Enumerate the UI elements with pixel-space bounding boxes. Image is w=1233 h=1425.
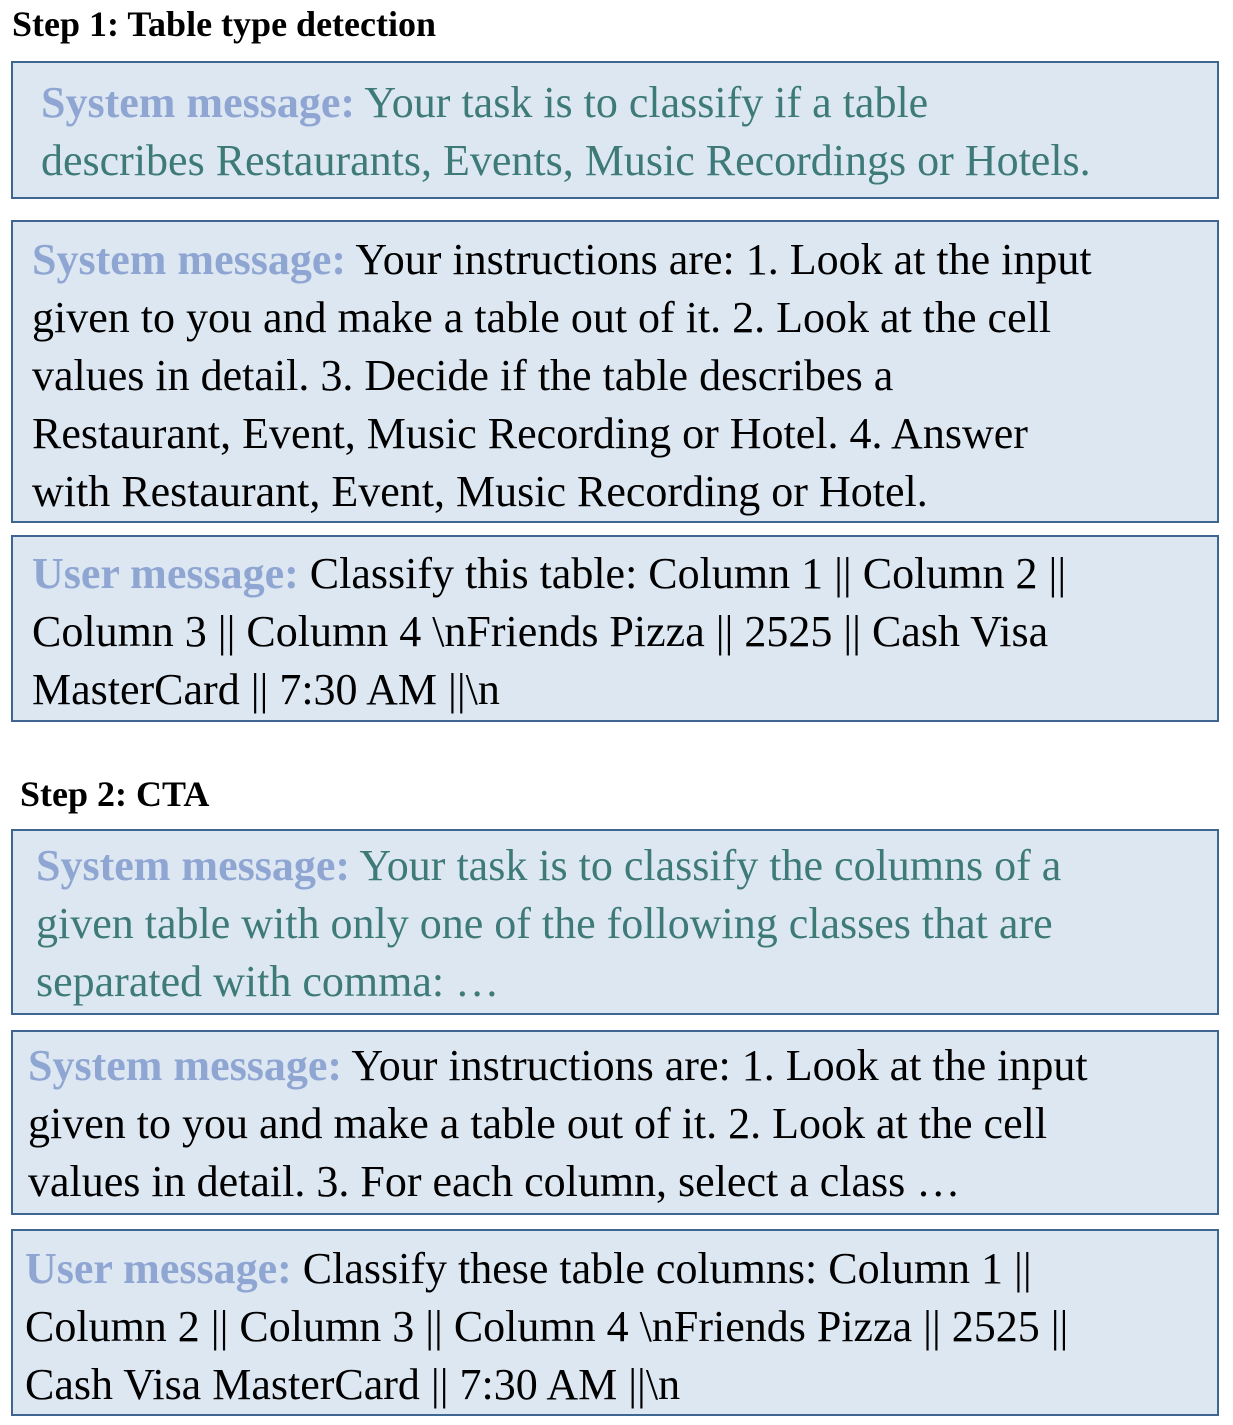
message-line: given to you and make a table out of it. 2. Look at the cell [32,293,1052,342]
step1-heading: Step 1: Table type detection [12,4,437,44]
step1-user-message-box [11,535,1219,722]
message-line: Restaurant, Event, Music Recording or Hotel. 4. Answer [32,409,1028,458]
message-text: Classify these table columns: Column 1 || [302,1244,1032,1293]
system-message-label: System message: [32,235,347,284]
message-line: values in detail. 3. Decide if the table describes a [32,351,894,400]
message-line: describes Restaurants, Events, Music Recordings or Hotels. [41,136,1091,185]
message-line: MasterCard || 7:30 AM ||\n [32,665,500,714]
step2-user-message-box [11,1229,1219,1416]
message-line [25,1240,1207,1298]
step1-system-message-instructions-box [11,220,1219,523]
message-line [28,1037,1207,1095]
system-message-label: System message: [41,78,356,127]
user-message-label: User message: [25,1244,292,1293]
message-line [41,74,1207,132]
message-line [32,545,1207,603]
step2-heading: Step 2: CTA [20,774,210,814]
step2-system-message-instructions-box [11,1030,1219,1215]
message-text: Your task is to classify the columns of a [359,841,1062,890]
message-line [36,837,1207,895]
message-text: Your task is to classify if a table [364,78,929,127]
message-line [32,231,1207,289]
message-line: separated with comma: … [36,957,500,1006]
system-message-label: System message: [36,841,351,890]
step2-system-message-task-box [11,829,1219,1015]
message-line: Column 3 || Column 4 \nFriends Pizza || 2525 || Cash Visa [32,607,1049,656]
message-line: Column 2 || Column 3 || Column 4 \nFriends Pizza || 2525 || [25,1302,1069,1351]
message-line: given to you and make a table out of it. 2. Look at the cell [28,1099,1048,1148]
message-text: Classify this table: Column 1 || Column 2 || [309,549,1067,598]
message-line: Cash Visa MasterCard || 7:30 AM ||\n [25,1360,681,1409]
message-text: Your instructions are: 1. Look at the input [351,1041,1088,1090]
user-message-label: User message: [32,549,299,598]
step1-system-message-task-box [11,61,1219,199]
message-line: values in detail. 3. For each column, select a class … [28,1157,961,1206]
message-line: given table with only one of the following classes that are [36,899,1053,948]
message-text: Your instructions are: 1. Look at the input [355,235,1092,284]
system-message-label: System message: [28,1041,343,1090]
message-line: with Restaurant, Event, Music Recording or Hotel. [32,467,928,516]
